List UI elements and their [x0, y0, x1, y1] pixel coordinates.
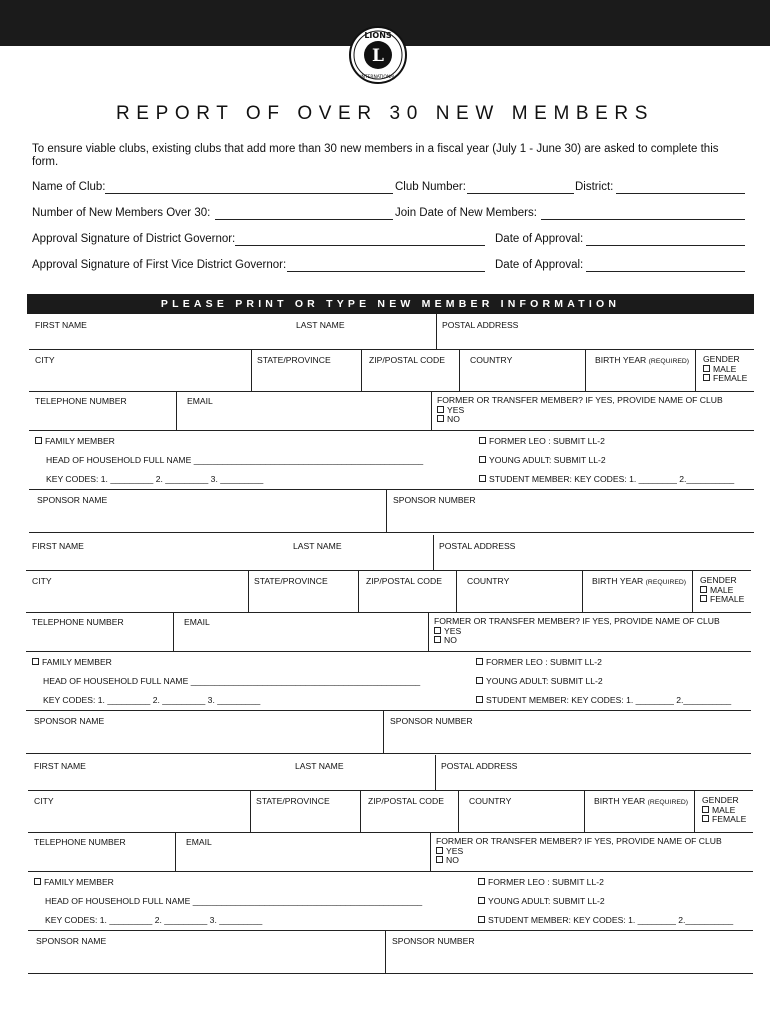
former-transfer-label: FORMER OR TRANSFER MEMBER? IF YES, PROVIDE NAME OF CLUB: [437, 395, 723, 405]
checkbox-icon: [436, 856, 443, 863]
logo-top-text: LIONS: [364, 31, 392, 40]
gender-female-option[interactable]: FEMALE: [702, 815, 746, 825]
first-name-label: FIRST NAME: [34, 761, 86, 771]
country-label: COUNTRY: [467, 576, 510, 586]
checkbox-icon: [437, 415, 444, 422]
state-province-label: STATE/PROVINCE: [257, 355, 331, 365]
gender-label: GENDER: [700, 575, 737, 585]
required-note: (REQUIRED): [647, 799, 689, 806]
family-member-option[interactable]: FAMILY MEMBER: [35, 436, 115, 446]
student-member-option[interactable]: STUDENT MEMBER: KEY CODES: 1. ________ 2.__________: [476, 695, 731, 705]
required-note: (REQUIRED): [645, 579, 687, 586]
student-member-option[interactable]: STUDENT MEMBER: KEY CODES: 1. ________ 2.__________: [479, 474, 734, 484]
checkbox-icon: [436, 847, 443, 854]
page-title: REPORT OF OVER 30 NEW MEMBERS: [115, 103, 655, 124]
checkbox-icon: [476, 677, 483, 684]
birth-year-label: BIRTH YEAR (REQUIRED): [595, 355, 690, 365]
city-label: CITY: [34, 796, 54, 806]
join-date-label: Join Date of New Members:: [395, 207, 537, 219]
gender-male-option[interactable]: MALE: [700, 586, 744, 596]
former-yes-option[interactable]: YES: [434, 627, 720, 637]
former-transfer-group: [434, 617, 720, 646]
birth-year-label: BIRTH YEAR (REQUIRED): [592, 576, 687, 586]
join-date-line[interactable]: [541, 219, 745, 220]
fvdg-signature-label: Approval Signature of First Vice District Governor:: [32, 259, 287, 271]
fvdg-signature-line[interactable]: [287, 271, 485, 272]
last-name-label: LAST NAME: [293, 541, 342, 551]
logo-bottom-text: INTERNATIONAL: [360, 75, 396, 80]
dg-signature-line[interactable]: [235, 245, 485, 246]
former-no-option[interactable]: NO: [437, 415, 723, 425]
checkbox-icon: [434, 627, 441, 634]
email-label: EMAIL: [184, 617, 210, 627]
former-transfer-label: FORMER OR TRANSFER MEMBER? IF YES, PROVIDE NAME OF CLUB: [436, 836, 722, 846]
gender-label: GENDER: [702, 795, 739, 805]
new-members-line[interactable]: [215, 219, 393, 220]
postal-address-label: POSTAL ADDRESS: [441, 761, 518, 771]
date-of-approval-label: Date of Approval:: [495, 233, 584, 245]
sponsor-number-label: SPONSOR NUMBER: [390, 716, 473, 726]
key-codes-label: KEY CODES: 1. _________ 2. _________ 3. _________: [43, 695, 261, 705]
name-of-club-label: Name of Club:: [32, 181, 106, 193]
former-yes-option[interactable]: YES: [437, 406, 723, 416]
district-label: District:: [575, 181, 614, 193]
first-name-label: FIRST NAME: [32, 541, 84, 551]
checkbox-icon: [434, 636, 441, 643]
sponsor-number-label: SPONSOR NUMBER: [392, 936, 475, 946]
section-bar: PLEASE PRINT OR TYPE NEW MEMBER INFORMATION: [27, 294, 754, 314]
gender-male-option[interactable]: MALE: [702, 806, 746, 816]
checkbox-icon: [478, 878, 485, 885]
state-province-label: STATE/PROVINCE: [254, 576, 328, 586]
sponsor-name-label: SPONSOR NAME: [36, 936, 107, 946]
member-block-2: [26, 535, 751, 754]
city-label: CITY: [35, 355, 55, 365]
state-province-label: STATE/PROVINCE: [256, 796, 330, 806]
gender-group: [703, 355, 747, 384]
family-member-option[interactable]: FAMILY MEMBER: [34, 877, 114, 887]
gender-group: [700, 576, 744, 605]
city-label: CITY: [32, 576, 52, 586]
checkbox-icon: [479, 475, 486, 482]
gender-male-option[interactable]: MALE: [703, 365, 747, 375]
country-label: COUNTRY: [469, 796, 512, 806]
young-adult-option[interactable]: YOUNG ADULT: SUBMIT LL-2: [476, 676, 603, 686]
young-adult-option[interactable]: YOUNG ADULT: SUBMIT LL-2: [478, 896, 605, 906]
new-members-label: Number of New Members Over 30:: [32, 207, 211, 219]
member-block-1: [29, 314, 754, 533]
checkbox-icon: [479, 456, 486, 463]
checkbox-icon: [702, 806, 709, 813]
zip-label: ZIP/POSTAL CODE: [366, 576, 442, 586]
checkbox-icon: [476, 696, 483, 703]
checkbox-icon: [32, 658, 39, 665]
checkbox-icon: [478, 916, 485, 923]
checkbox-icon: [35, 437, 42, 444]
head-of-household-label: HEAD OF HOUSEHOLD FULL NAME ________________________________________________: [43, 676, 421, 686]
former-transfer-group: [436, 837, 722, 866]
checkbox-icon: [478, 897, 485, 904]
club-number-label: Club Number:: [395, 181, 466, 193]
first-name-label: FIRST NAME: [35, 320, 87, 330]
former-transfer-label: FORMER OR TRANSFER MEMBER? IF YES, PROVIDE NAME OF CLUB: [434, 616, 720, 626]
former-no-option[interactable]: NO: [434, 636, 720, 646]
checkbox-icon: [34, 878, 41, 885]
email-label: EMAIL: [187, 396, 213, 406]
head-of-household-label: HEAD OF HOUSEHOLD FULL NAME ________________________________________________: [45, 896, 423, 906]
email-label: EMAIL: [186, 837, 212, 847]
checkbox-icon: [479, 437, 486, 444]
sponsor-name-label: SPONSOR NAME: [37, 495, 108, 505]
country-label: COUNTRY: [470, 355, 513, 365]
gender-label: GENDER: [703, 354, 740, 364]
intro-text: To ensure viable clubs, existing clubs that add more than 30 new members in a fiscal year (July 1 - June 30) are asked to complete this form.: [32, 143, 719, 168]
postal-address-label: POSTAL ADDRESS: [439, 541, 516, 551]
sponsor-number-label: SPONSOR NUMBER: [393, 495, 476, 505]
checkbox-icon: [702, 815, 709, 822]
former-no-option[interactable]: NO: [436, 856, 722, 866]
name-of-club-line[interactable]: [105, 193, 393, 194]
key-codes-label: KEY CODES: 1. _________ 2. _________ 3. _________: [45, 915, 263, 925]
former-transfer-group: [437, 396, 723, 425]
sponsor-name-label: SPONSOR NAME: [34, 716, 105, 726]
gender-female-option[interactable]: FEMALE: [700, 595, 744, 605]
checkbox-icon: [703, 374, 710, 381]
postal-address-label: POSTAL ADDRESS: [442, 320, 519, 330]
former-leo-option[interactable]: FORMER LEO : SUBMIT LL-2: [479, 436, 605, 446]
club-number-line[interactable]: [467, 193, 574, 194]
last-name-label: LAST NAME: [295, 761, 344, 771]
dg-signature-label: Approval Signature of District Governor:: [32, 233, 236, 245]
date-of-approval-2-line[interactable]: [586, 271, 745, 272]
lions-logo: [348, 24, 408, 86]
student-member-option[interactable]: STUDENT MEMBER: KEY CODES: 1. ________ 2.__________: [478, 915, 733, 925]
last-name-label: LAST NAME: [296, 320, 345, 330]
telephone-label: TELEPHONE NUMBER: [34, 837, 126, 847]
checkbox-icon: [700, 595, 707, 602]
date-of-approval-line[interactable]: [586, 245, 745, 246]
family-member-option[interactable]: FAMILY MEMBER: [32, 657, 112, 667]
gender-group: [702, 796, 746, 825]
member-block-3: [28, 755, 753, 974]
checkbox-icon: [703, 365, 710, 372]
young-adult-option[interactable]: YOUNG ADULT: SUBMIT LL-2: [479, 455, 606, 465]
key-codes-label: KEY CODES: 1. _________ 2. _________ 3. _________: [46, 474, 264, 484]
former-leo-option[interactable]: FORMER LEO : SUBMIT LL-2: [478, 877, 604, 887]
zip-label: ZIP/POSTAL CODE: [369, 355, 445, 365]
former-leo-option[interactable]: FORMER LEO : SUBMIT LL-2: [476, 657, 602, 667]
telephone-label: TELEPHONE NUMBER: [35, 396, 127, 406]
birth-year-label: BIRTH YEAR (REQUIRED): [594, 796, 689, 806]
telephone-label: TELEPHONE NUMBER: [32, 617, 124, 627]
zip-label: ZIP/POSTAL CODE: [368, 796, 444, 806]
former-yes-option[interactable]: YES: [436, 847, 722, 857]
logo-letter: L: [372, 46, 384, 66]
checkbox-icon: [476, 658, 483, 665]
gender-female-option[interactable]: FEMALE: [703, 374, 747, 384]
required-note: (REQUIRED): [648, 358, 690, 365]
checkbox-icon: [700, 586, 707, 593]
head-of-household-label: HEAD OF HOUSEHOLD FULL NAME ________________________________________________: [46, 455, 424, 465]
checkbox-icon: [437, 406, 444, 413]
date-of-approval-2-label: Date of Approval:: [495, 259, 584, 271]
district-line[interactable]: [616, 193, 745, 194]
